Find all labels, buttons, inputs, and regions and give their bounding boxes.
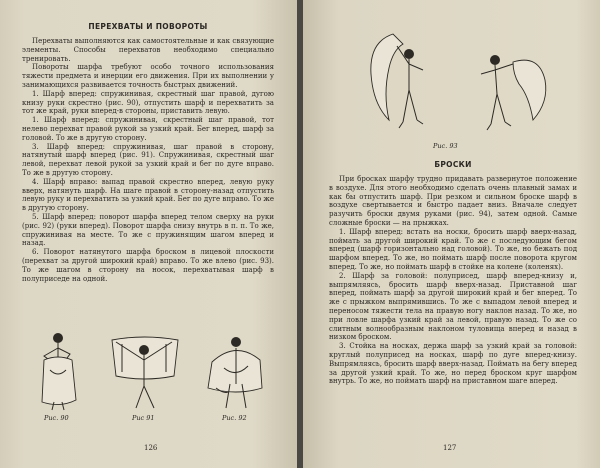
right-text-column: [329, 160, 577, 386]
left-text-column: [22, 22, 274, 283]
paragraph: Перехваты выполняются как самостоятельные и как связующие элементы. Способы перехватов необходимо специально тренировать.: [22, 37, 274, 63]
caption-fig-92: Рис. 92: [222, 414, 247, 422]
paragraph: 1. Шарф вперед: встать на носки, бросить шарф вверх-назад, поймать за другой широкий край. То же с последующим бегом вперед (шарф горизонтально над головой). То же, но бежать под шарфом вперед. То же, но поймать шарф после поворота кругом вперед. То же, но поймать шарф в стойке на колене (коленях).: [329, 227, 577, 271]
figure-row: [30, 330, 270, 430]
figure-93-illustration: [363, 24, 563, 136]
caption-fig-90: Рис. 90: [44, 414, 69, 422]
right-page: [303, 0, 600, 468]
left-heading: ПЕРЕХВАТЫ И ПОВОРОТЫ: [88, 22, 208, 31]
paragraph: 6. Поворот натянутого шарфа броском в лицевой плоскости (перехват за другой широкий край) вправо. То же влево (рис. 93). То же шагом в сторону на носок, перехватывая шарф в полуприседе на одной.: [22, 248, 274, 283]
caption-fig-91: Рис 91: [132, 414, 155, 422]
caption-fig-93: Рис. 93: [433, 142, 458, 150]
paragraph: 1. Шарф вперед: спружинивая, скрестный шаг правой, тот нелево перехват правой рукой за узкий край. Бег вперед, шарф за головой. То же в другую сторону.: [22, 116, 274, 142]
paragraph: 4. Шарф вправо: выпад правой скрестно вперед, левую руку вверх, натянуть шарф. На шаге правой в сторону-назад отпустить левую руку и перехватить за узкий край. Бег по дуге вправо. То же в другую сторону.: [22, 177, 274, 213]
figure-90-illustration: [30, 330, 90, 412]
page-number-right: 127: [443, 444, 457, 452]
page-number-left: 126: [144, 444, 158, 452]
paragraph: 5. Шарф вперед: поворот шарфа вперед телом сверху на руки (рис. 92) (руки вперед). Поворот шарфа снизу внутрь в п. п. То же, спружинивая на месте. То же с пружинящим шагом вперед и назад.: [22, 212, 274, 248]
figure-92-illustration: [202, 334, 268, 412]
paragraph: 1. Шарф вперед: спружинивая, скрестный шаг правой, дугою книзу руки скрестно (рис. 90), отпустить шарф и перехватить за тот же край, руки вперед-в стороны, приставить левую.: [22, 89, 274, 116]
paragraph: 2. Шарф за головой: полуприсед, шарф вперед-книзу и, выпрямляясь, бросить шарф вверх-назад. Приставной шаг вперед, поймать шарф за другой широкий край и бег вперед. То же с прыжком выпрямившись. То же с выпадом левой вперед и переносом тяжести тела на правую ногу наклон назад. То же, но при ловле шарфа узкий край за левой, правую назад. То же со слитным волнообразным наклоном туловища вперед и назад в низком броском.: [329, 271, 577, 342]
paragraph: 3. Шарф вперед: спружинивая, шаг правой в сторону, натянутый шарф вперед (рис. 91). Спружинивая, скрестный шаг левой, перехват левой рукой за узкий край и бег по дуге вправо. То же в другую сторону.: [22, 142, 274, 177]
figure-91-illustration: [108, 330, 182, 412]
paragraph: Повороты шарфа требуют особо точного использования тяжести предмета и инерции его движения. При их выполнении у занимающихся развивается точность быстрых движений.: [22, 63, 274, 89]
paragraph: 3. Стойка на носках, держа шарф за узкий край за головой: круглый полуприсед на носках, шарф по дуге вперед-книзу. Выпрямляясь, бросить шарф вверх-назад. Поймать на бегу вперед за другой узкий край. То же, но перед броском круг шарфом внутрь. То же, но поймать шарф на приставном шаге вперед.: [329, 342, 577, 386]
paragraph: При бросках шарфу трудно придавать развернутое положение в воздухе. Для этого необходимо сделать очень плавный замах и как бы отпустить шарф. При резком и сильном броске шарф в воздухе свертывается и быстро падает вниз. Вначале следует разучить броски двумя руками (рис. 94), затем одной. Самые сложные броски — на прыжках.: [329, 175, 577, 227]
right-heading: БРОСКИ: [434, 160, 472, 169]
left-page: [0, 0, 297, 468]
